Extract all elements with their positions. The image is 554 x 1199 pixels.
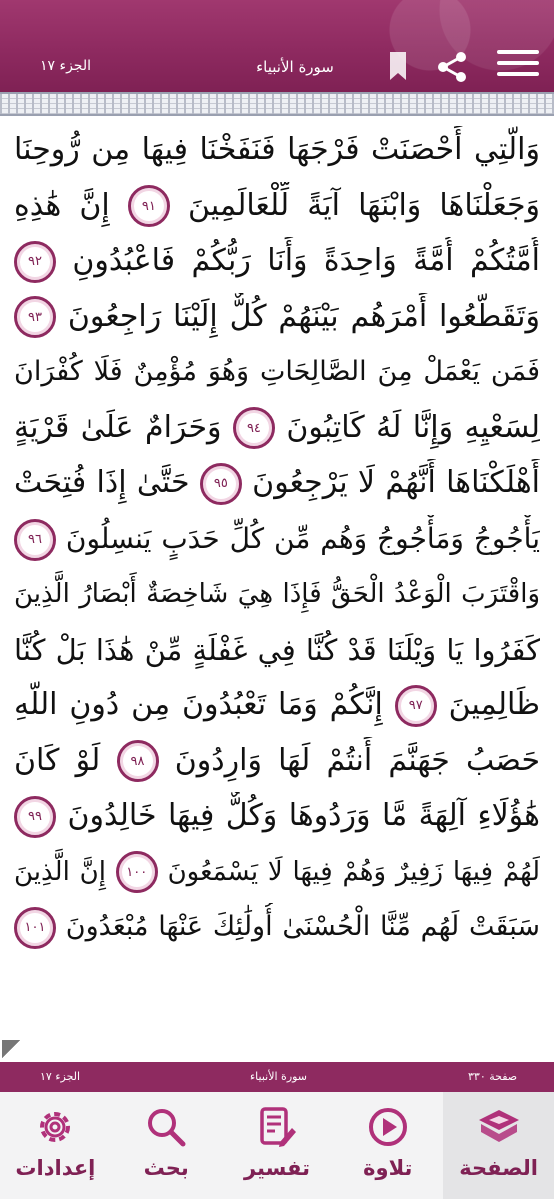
verse-line[interactable] — [14, 293, 540, 341]
verse-line[interactable] — [14, 903, 540, 951]
page-corner-icon[interactable] — [2, 1040, 20, 1058]
share-icon[interactable] — [435, 50, 469, 84]
verse-text: وَاقْتَرَبَ الْوَعْدُ الْحَقُّ فَإِذَا هِيَ شَاخِصَةٌ أَبْصَارُ الَّذِينَ — [14, 579, 540, 609]
ayah-number-marker[interactable]: ٩٩ — [14, 796, 56, 838]
ayah-number-marker[interactable]: ٩١ — [128, 185, 170, 227]
ayah-number-marker[interactable]: ٩٤ — [233, 407, 275, 449]
verse-line[interactable] — [14, 348, 540, 396]
verse-line[interactable] — [14, 459, 540, 507]
ayah-number-marker[interactable]: ٩٦ — [14, 519, 56, 561]
verse-line[interactable] — [14, 182, 540, 230]
verse-line[interactable] — [14, 570, 540, 618]
nav-search-label: بحث — [143, 1156, 189, 1180]
mushaf-page[interactable] — [0, 118, 554, 1038]
verse-text: هَٰؤُلَاءِ آلِهَةً مَّا وَرَدُوهَا وَكُلٌّ فِيهَا خَالِدُونَ — [67, 798, 540, 833]
nav-page[interactable] — [443, 1092, 554, 1199]
verse-text: يَأْجُوجُ وَمَأْجُوجُ وَهُم مِّن كُلِّ حَدَبٍ يَنسِلُونَ — [65, 521, 540, 555]
bookmark-icon[interactable] — [388, 50, 408, 82]
verse-text: ظَالِمِينَ — [448, 687, 540, 722]
verse-line[interactable] — [14, 737, 540, 785]
nav-search[interactable] — [111, 1092, 222, 1199]
search-icon — [145, 1106, 187, 1148]
ornament-band — [0, 92, 554, 116]
gear-icon — [34, 1106, 76, 1148]
verse-text: لَوْ كَانَ — [14, 742, 101, 778]
document-edit-icon — [256, 1106, 298, 1148]
footer-surah-name: سورة الأنبياء — [250, 1070, 308, 1083]
verse-text: وَحَرَامٌ عَلَىٰ قَرْيَةٍ — [14, 409, 222, 445]
verse-text: أُمَّتُكُمْ أُمَّةً وَاحِدَةً وَأَنَا رَبُّكُمْ فَاعْبُدُونِ — [72, 243, 540, 278]
verse-text: حَتَّىٰ إِذَا فُتِحَتْ — [14, 465, 190, 500]
ayah-number-marker[interactable]: ١٠٠ — [116, 851, 158, 893]
verse-text: سَبَقَتْ لَهُم مِّنَّا الْحُسْنَىٰ أُولَٰئِكَ عَنْهَا مُبْعَدُونَ — [65, 911, 540, 942]
open-book-icon — [475, 1106, 523, 1148]
nav-settings[interactable] — [0, 1092, 111, 1199]
verse-text: إِنَّ هَٰذِهِ — [14, 187, 110, 223]
verse-text: أَهْلَكْنَاهَا أَنَّهُمْ لَا يَرْجِعُونَ — [252, 465, 540, 500]
verse-text: لَهُمْ فِيهَا زَفِيرٌ وَهُمْ فِيهَا لَا يَسْمَعُونَ — [167, 856, 540, 887]
verse-text: كَفَرُوا يَا وَيْلَنَا قَدْ كُنَّا فِي غَفْلَةٍ مِّنْ هَٰذَا بَلْ كُنَّا — [14, 632, 540, 667]
ayah-number-marker[interactable]: ٩٧ — [395, 685, 437, 727]
verse-line[interactable] — [14, 848, 540, 896]
verse-line[interactable] — [14, 792, 540, 840]
nav-recitation[interactable] — [332, 1092, 443, 1199]
hamburger-menu-icon[interactable] — [497, 50, 539, 82]
verse-line[interactable] — [14, 237, 540, 285]
nav-settings-label: إعدادات — [15, 1156, 96, 1180]
footer-page-number: صفحة ٣٣٠ — [468, 1070, 518, 1083]
top-header — [0, 0, 554, 92]
ayah-number-marker[interactable]: ١٠١ — [14, 907, 56, 949]
verse-text: وَتَقَطَّعُوا أَمْرَهُم بَيْنَهُمْ كُلٌّ إِلَيْنَا رَاجِعُونَ — [67, 298, 540, 334]
play-circle-icon — [367, 1106, 409, 1148]
nav-page-label: الصفحة — [459, 1156, 538, 1180]
ayah-number-marker[interactable]: ٩٣ — [14, 296, 56, 338]
verse-text: وَجَعَلْنَاهَا وَابْنَهَا آيَةً لِّلْعَالَمِينَ — [188, 187, 540, 223]
verse-text: إِنَّكُمْ وَمَا تَعْبُدُونَ مِن دُونِ اللَّهِ — [14, 687, 383, 722]
verse-line[interactable] — [14, 681, 540, 729]
page-info-bar — [0, 1062, 554, 1092]
nav-recitation-label: تلاوة — [363, 1156, 413, 1180]
ayah-number-marker[interactable]: ٩٢ — [14, 241, 56, 283]
footer-juz: الجزء ١٧ — [40, 1070, 81, 1083]
verse-text: فَمَن يَعْمَلْ مِنَ الصَّالِحَاتِ وَهُوَ مُؤْمِنٌ فَلَا كُفْرَانَ — [14, 356, 540, 387]
bottom-nav — [0, 1092, 554, 1199]
ayah-number-marker[interactable]: ٩٥ — [200, 463, 242, 505]
juz-label: الجزء ١٧ — [40, 58, 91, 74]
verse-text: حَصَبُ جَهَنَّمَ أَنتُمْ لَهَا وَارِدُونَ — [174, 742, 540, 778]
verse-line[interactable] — [14, 626, 540, 674]
verse-text: لِسَعْيِهِ وَإِنَّا لَهُ كَاتِبُونَ — [286, 409, 540, 445]
verse-line[interactable] — [14, 126, 540, 174]
nav-tafsir[interactable] — [222, 1092, 333, 1199]
nav-tafsir-label: تفسير — [243, 1156, 310, 1180]
verse-text: إِنَّ الَّذِينَ — [14, 856, 106, 887]
ayah-number-marker[interactable]: ٩٨ — [117, 740, 159, 782]
verse-line[interactable] — [14, 515, 540, 563]
verse-line[interactable] — [14, 404, 540, 452]
verse-text: وَالَّتِي أَحْصَنَتْ فَرْجَهَا فَنَفَخْنَا فِيهَا مِن رُّوحِنَا — [14, 132, 540, 167]
surah-title: سورة الأنبياء — [256, 58, 334, 76]
